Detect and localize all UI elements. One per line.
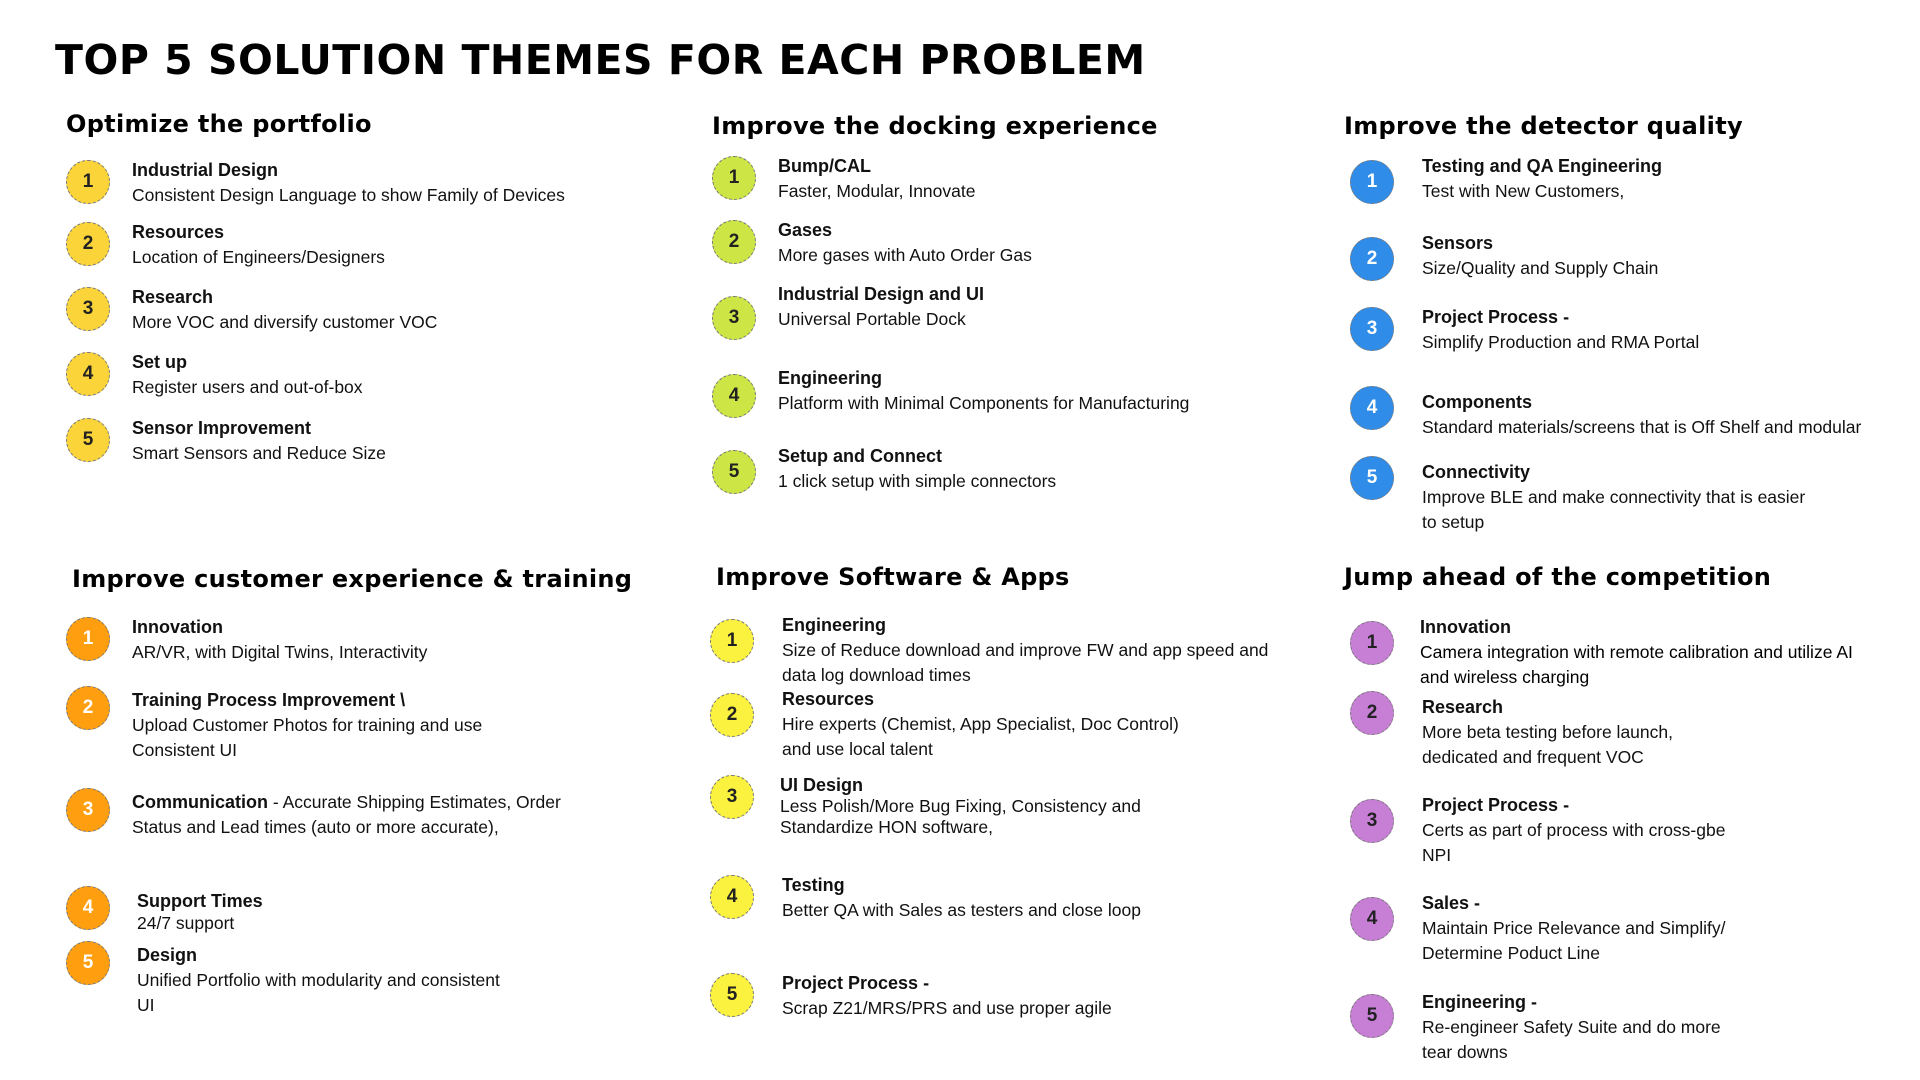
number-badge: 5 — [66, 941, 110, 985]
list-item — [66, 158, 626, 220]
item-title: Set up — [132, 352, 188, 372]
item-title: Design — [137, 945, 198, 965]
list-item — [72, 790, 632, 890]
item-desc: More gases with Auto Order Gas — [778, 245, 1032, 265]
panel-competition — [1344, 563, 1904, 1065]
item-title: Resources — [132, 222, 225, 242]
number-badge: 4 — [66, 886, 110, 930]
number-badge: 4 — [712, 374, 756, 418]
number-badge: 2 — [1350, 237, 1394, 281]
list-item — [716, 687, 1316, 775]
number-badge: 1 — [66, 160, 110, 204]
item-title: UI Design — [780, 775, 864, 795]
item-desc: Re-engineer Safety Suite and do more tear downs — [1422, 1017, 1721, 1062]
list-item — [66, 350, 626, 416]
item-title: Engineering - — [1422, 992, 1538, 1012]
item-title: Sales - — [1422, 893, 1481, 913]
list-item — [1344, 615, 1904, 695]
list-item — [66, 220, 626, 285]
number-badge: 3 — [712, 296, 756, 340]
item-desc: Faster, Modular, Innovate — [778, 181, 976, 201]
item-title: Training Process Improvement \ — [132, 690, 406, 710]
item-desc: Scrap Z21/MRS/PRS and use proper agile — [782, 998, 1112, 1018]
page-title: TOP 5 SOLUTION THEMES FOR EACH PROBLEM — [55, 36, 1146, 84]
panel-title: Jump ahead of the competition — [1344, 563, 1772, 591]
item-desc: Universal Portable Dock — [778, 309, 966, 329]
item-title: Components — [1422, 392, 1532, 412]
list-item — [72, 890, 632, 943]
number-badge: 2 — [710, 693, 754, 737]
item-desc: Test with New Customers, — [1422, 181, 1625, 201]
list-item — [1344, 891, 1904, 990]
item-desc: Size/Quality and Supply Chain — [1422, 258, 1659, 278]
item-desc: 24/7 support — [137, 913, 235, 933]
item-title: Research — [132, 287, 214, 307]
item-desc: Better QA with Sales as testers and close loop — [782, 900, 1141, 920]
panel-detector — [1344, 112, 1904, 535]
item-title: Sensors — [1422, 233, 1494, 253]
list-item — [72, 943, 632, 1018]
item-desc: Simplify Production and RMA Portal — [1422, 332, 1700, 352]
item-title: Communication — [132, 792, 269, 812]
list-item — [712, 282, 1272, 366]
number-badge: 3 — [710, 775, 754, 819]
item-desc: Platform with Minimal Components for Manufacturing — [778, 393, 1190, 413]
item-title: Bump/CAL — [778, 156, 871, 176]
list-item — [712, 444, 1272, 496]
panel-title: Optimize the portfolio — [66, 110, 372, 138]
item-desc: Improve BLE and make connectivity that is easier to setup — [1422, 487, 1806, 532]
item-title: Project Process - — [1422, 307, 1570, 327]
list-item — [716, 971, 1316, 1023]
item-desc: Upload Customer Photos for training and use Consistent UI — [132, 715, 483, 760]
number-badge: 4 — [66, 352, 110, 396]
list-item — [66, 285, 626, 350]
list-item — [1344, 231, 1904, 305]
item-title: Support Times — [137, 891, 263, 911]
list-item — [1344, 793, 1904, 891]
number-badge: 4 — [710, 875, 754, 919]
panel-portfolio — [66, 110, 626, 468]
list-item — [1344, 695, 1904, 793]
item-desc: - Accurate Shipping Estimates, Order Status and Lead times (auto or more accurate), — [132, 792, 561, 837]
number-badge: 1 — [66, 617, 110, 661]
number-badge: 5 — [712, 450, 756, 494]
item-desc: Less Polish/More Bug Fixing, Consistency and Standardize HON software, — [780, 796, 1141, 837]
panel-title: Improve Software & Apps — [716, 563, 1070, 591]
panel-docking — [712, 112, 1272, 496]
number-badge: 2 — [1350, 691, 1394, 735]
item-title: Resources — [782, 689, 875, 709]
panel-customer — [72, 565, 632, 1018]
panel-title: Improve customer experience & training — [72, 565, 633, 593]
item-desc: Smart Sensors and Reduce Size — [132, 443, 386, 463]
item-title: Project Process - — [782, 973, 930, 993]
list-item — [72, 688, 632, 790]
item-title: Innovation — [1420, 617, 1511, 637]
list-item — [1344, 460, 1904, 535]
number-badge: 1 — [1350, 621, 1394, 665]
item-desc: Location of Engineers/Designers — [132, 247, 385, 267]
list-item — [72, 615, 632, 688]
number-badge: 3 — [1350, 799, 1394, 843]
list-item — [1344, 305, 1904, 390]
item-desc: Hire experts (Chemist, App Specialist, Doc Control) and use local talent — [782, 714, 1179, 759]
item-desc: Unified Portfolio with modularity and consistent UI — [137, 970, 500, 1015]
item-title: Sensor Improvement — [132, 418, 312, 438]
item-title: Engineering — [782, 615, 887, 635]
number-badge: 2 — [712, 220, 756, 264]
item-desc: Consistent Design Language to show Family of Devices — [132, 185, 565, 205]
list-item — [712, 154, 1272, 218]
item-title: Connectivity — [1422, 462, 1531, 482]
item-desc: Maintain Price Relevance and Simplify/ Determine Poduct Line — [1422, 918, 1726, 963]
panel-software — [716, 563, 1316, 1023]
list-item — [716, 613, 1316, 687]
number-badge: 3 — [1350, 307, 1394, 351]
list-item — [716, 873, 1316, 971]
list-item — [712, 218, 1272, 282]
list-item — [1344, 390, 1904, 460]
item-desc: Certs as part of process with cross-gbe NPI — [1422, 820, 1726, 865]
number-badge: 2 — [66, 686, 110, 730]
item-desc: Standard materials/screens that is Off Shelf and modular — [1422, 417, 1862, 437]
item-title: Gases — [778, 220, 833, 240]
list-item — [66, 416, 626, 468]
item-desc: Register users and out-of-box — [132, 377, 363, 397]
number-badge: 5 — [710, 973, 754, 1017]
list-item — [1344, 990, 1904, 1065]
list-item — [716, 775, 1316, 873]
item-desc: 1 click setup with simple connectors — [778, 471, 1057, 491]
number-badge: 1 — [710, 619, 754, 663]
item-title: Engineering — [778, 368, 883, 388]
number-badge: 2 — [66, 222, 110, 266]
item-title: Testing — [782, 875, 845, 895]
list-item — [1344, 154, 1904, 231]
item-desc: Camera integration with remote calibration and utilize AI and wireless charging — [1420, 642, 1853, 687]
number-badge: 3 — [66, 287, 110, 331]
number-badge: 5 — [1350, 456, 1394, 500]
item-desc: Size of Reduce download and improve FW and app speed and data log download times — [782, 640, 1269, 685]
item-desc: More VOC and diversify customer VOC — [132, 312, 438, 332]
item-title: Innovation — [132, 617, 223, 637]
number-badge: 5 — [1350, 994, 1394, 1038]
number-badge: 1 — [1350, 160, 1394, 204]
item-title: Industrial Design and UI — [778, 284, 985, 304]
item-title: Testing and QA Engineering — [1422, 156, 1663, 176]
item-desc: AR/VR, with Digital Twins, Interactivity — [132, 642, 428, 662]
number-badge: 3 — [66, 788, 110, 832]
item-title: Project Process - — [1422, 795, 1570, 815]
number-badge: 4 — [1350, 386, 1394, 430]
number-badge: 5 — [66, 418, 110, 462]
panel-title: Improve the docking experience — [712, 112, 1158, 140]
panel-title: Improve the detector quality — [1344, 112, 1743, 140]
item-title: Setup and Connect — [778, 446, 943, 466]
number-badge: 1 — [712, 156, 756, 200]
item-title: Research — [1422, 697, 1504, 717]
number-badge: 4 — [1350, 897, 1394, 941]
item-desc: More beta testing before launch, dedicated and frequent VOC — [1422, 722, 1673, 767]
item-title: Industrial Design — [132, 160, 279, 180]
list-item — [712, 366, 1272, 444]
